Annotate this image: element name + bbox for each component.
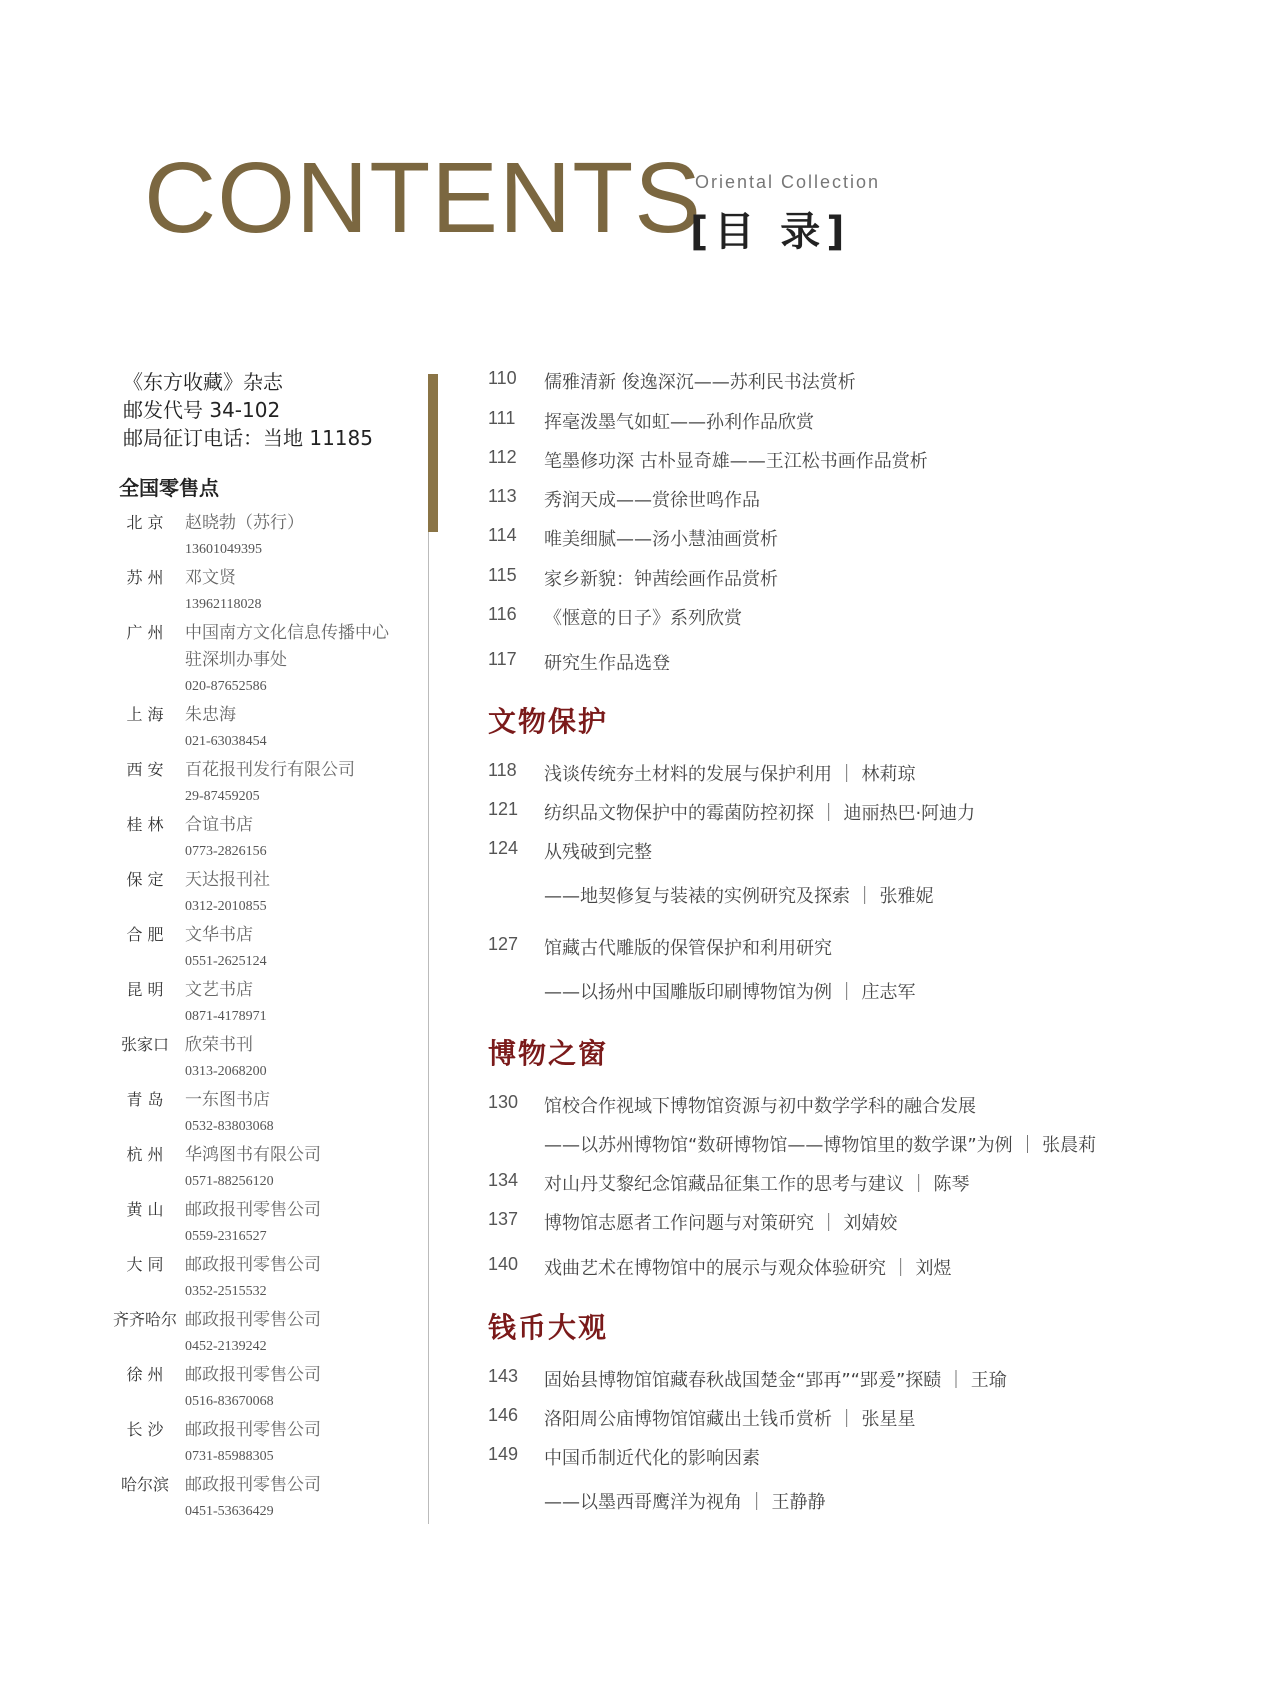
retail-entry	[105, 1141, 425, 1195]
retail-entry	[105, 564, 425, 618]
page-number: 111	[488, 408, 516, 428]
retail-shop-line2: 驻深圳办事处	[185, 650, 287, 669]
toc-entry	[488, 838, 652, 864]
toc-entry	[488, 604, 742, 630]
toc-entry	[488, 1209, 897, 1235]
retail-shop: 邮政报刊零售公司	[185, 1475, 321, 1494]
page-number: 112	[488, 447, 517, 467]
page-number: 127	[488, 934, 519, 954]
page-number: 115	[488, 565, 517, 585]
retail-city: 合 肥	[126, 925, 164, 944]
toc-entry	[488, 368, 856, 394]
retail-entry	[105, 976, 425, 1030]
article-title[interactable]: 唯美细腻——汤小慧油画赏析	[544, 529, 778, 550]
subscription-phone: 邮局征订电话：当地 11185	[123, 426, 373, 450]
retail-phone: 0871-4178971	[185, 1009, 267, 1024]
retail-city: 张家口	[120, 1035, 169, 1054]
retail-entry	[105, 756, 425, 810]
subtitle-english: Oriental Collection	[695, 172, 881, 192]
retail-details	[185, 1361, 321, 1415]
divider-accent-bar	[428, 374, 438, 532]
page-number: 130	[488, 1092, 519, 1112]
toc-entry	[488, 1405, 915, 1431]
retail-details	[185, 564, 261, 618]
retail-entry	[105, 866, 425, 920]
retail-city: 保 定	[126, 870, 164, 889]
retail-phone: 0313-2068200	[185, 1064, 267, 1079]
page-number: 134	[488, 1170, 519, 1190]
retail-details	[185, 1196, 321, 1250]
toc-entry	[488, 1092, 976, 1118]
article-title[interactable]: 戏曲艺术在博物馆中的展示与观众体验研究 ｜ 刘煜	[544, 1258, 952, 1279]
article-title[interactable]: 博物馆志愿者工作问题与对策研究 ｜ 刘婧姣	[544, 1213, 898, 1234]
article-title[interactable]: 秀润天成——赏徐世鸣作品	[544, 490, 760, 511]
retail-shop: 文艺书店	[185, 980, 253, 999]
retail-entry	[105, 1416, 425, 1470]
retail-shop: 赵晓勃（苏行）	[185, 513, 304, 532]
toc-entry	[488, 1170, 969, 1196]
article-title[interactable]: 挥毫泼墨气如虹——孙利作品欣赏	[544, 412, 814, 433]
retail-phone: 13962118028	[185, 597, 262, 612]
retail-city: 哈尔滨	[120, 1475, 169, 1494]
retail-phone: 0731-85988305	[185, 1449, 274, 1464]
retail-entry	[105, 619, 425, 700]
retail-entry	[105, 811, 425, 865]
retail-city: 青 岛	[126, 1090, 164, 1109]
article-subtitle: ——以墨西哥鹰洋为视角 ｜ 王静静	[544, 1492, 826, 1513]
retail-shop: 中国南方文化信息传播中心	[185, 623, 389, 642]
retail-phone: 0516-83670068	[185, 1394, 274, 1409]
retail-details	[185, 1306, 321, 1360]
retail-details	[185, 1086, 274, 1140]
retail-city: 齐齐哈尔	[112, 1310, 177, 1329]
retail-city: 广 州	[126, 623, 164, 642]
retail-city: 黄 山	[126, 1200, 164, 1219]
retail-phone: 13601049395	[185, 542, 262, 557]
retail-entry	[105, 1306, 425, 1360]
retail-phone: 0559-2316527	[185, 1229, 267, 1244]
article-title[interactable]: 浅谈传统夯土材料的发展与保护利用 ｜ 林莉琼	[544, 764, 916, 785]
retail-city: 大 同	[126, 1255, 164, 1274]
retail-details	[185, 619, 389, 700]
article-title[interactable]: 馆校合作视域下博物馆资源与初中数学学科的融合发展	[544, 1096, 976, 1117]
retail-details	[185, 509, 304, 563]
contents-heading: CONTENTS	[144, 142, 702, 254]
retail-entry	[105, 1361, 425, 1415]
page-number: 116	[488, 604, 517, 624]
retail-details	[185, 921, 267, 975]
page-number: 124	[488, 838, 519, 858]
retail-details	[185, 756, 355, 810]
page-number: 117	[488, 649, 517, 669]
subtitle-chinese: [目 录]	[690, 209, 851, 255]
retail-entry	[105, 701, 425, 755]
retail-shop: 华鸿图书有限公司	[185, 1145, 321, 1164]
article-subtitle: ——以苏州博物馆“数研博物馆——博物馆里的数学课”为例 ｜ 张晨莉	[544, 1135, 1097, 1156]
retail-city: 长 沙	[126, 1420, 164, 1439]
retail-list	[105, 509, 425, 1525]
retail-shop: 朱忠海	[185, 705, 236, 724]
retail-shop: 邮政报刊零售公司	[185, 1255, 321, 1274]
retail-phone: 29-87459205	[185, 789, 260, 804]
article-title[interactable]: 洛阳周公庙博物馆馆藏出土钱币赏析 ｜ 张星星	[544, 1409, 916, 1430]
page-number: 137	[488, 1209, 519, 1229]
retail-shop: 邓文贤	[185, 568, 236, 587]
toc-entry	[488, 408, 814, 434]
retail-city: 杭 州	[126, 1145, 164, 1164]
toc-entry	[488, 649, 670, 675]
retail-details	[185, 1141, 321, 1195]
toc-entry	[488, 760, 915, 786]
section-title-museum-window: 博物之窗	[488, 1037, 609, 1070]
retail-phone: 0551-2625124	[185, 954, 267, 969]
retail-phone: 021-63038454	[185, 734, 267, 749]
retail-shop: 百花报刊发行有限公司	[185, 760, 355, 779]
toc-entry	[488, 486, 760, 512]
retail-phone: 0352-2515532	[185, 1284, 267, 1299]
divider-line	[428, 532, 429, 1524]
page-number: 118	[488, 760, 517, 780]
page-number: 121	[488, 799, 519, 819]
retail-shop: 邮政报刊零售公司	[185, 1365, 321, 1384]
retail-city: 苏 州	[126, 568, 164, 587]
page-number: 143	[488, 1366, 519, 1386]
retail-city: 北 京	[126, 513, 164, 532]
retail-shop: 一东图书店	[185, 1090, 270, 1109]
article-title[interactable]: 固始县博物馆馆藏春秋战国楚金“郢再”“郢爰”探赜 ｜ 王瑜	[544, 1370, 1007, 1391]
retail-phone: 0452-2139242	[185, 1339, 267, 1354]
retail-entry	[105, 1196, 425, 1250]
article-title[interactable]: 从残破到完整	[544, 842, 652, 863]
retail-phone: 0773-2826156	[185, 844, 267, 859]
retail-details	[185, 1416, 321, 1470]
retail-entry	[105, 1031, 425, 1085]
retail-phone: 0532-83803068	[185, 1119, 274, 1134]
retail-details	[185, 1031, 267, 1085]
page-number: 146	[488, 1405, 519, 1425]
article-title[interactable]: 《惬意的日子》系列欣赏	[544, 608, 742, 629]
article-title[interactable]: 对山丹艾黎纪念馆藏品征集工作的思考与建议 ｜ 陈琴	[544, 1174, 970, 1195]
retail-details	[185, 1251, 321, 1305]
magazine-name: 《东方收藏》杂志	[123, 370, 283, 394]
retail-phone: 0451-53636429	[185, 1504, 274, 1519]
article-title[interactable]: 馆藏古代雕版的保管保护和利用研究	[544, 938, 832, 959]
page-number: 149	[488, 1444, 519, 1464]
retail-phone: 0571-88256120	[185, 1174, 274, 1189]
article-title[interactable]: 家乡新貌：钟茜绘画作品赏析	[544, 569, 778, 590]
retail-shop: 邮政报刊零售公司	[185, 1200, 321, 1219]
article-title[interactable]: 笔墨修功深 古朴显奇雄——王江松书画作品赏析	[544, 451, 928, 472]
retail-details	[185, 811, 267, 865]
article-title[interactable]: 研究生作品选登	[544, 653, 670, 674]
sidebar-info	[105, 368, 425, 1526]
toc-entry	[488, 934, 832, 960]
toc-entry	[488, 447, 928, 473]
retail-phone: 020-87652586	[185, 679, 267, 694]
article-title[interactable]: 儒雅清新 俊逸深沉——苏利民书法赏析	[544, 372, 856, 393]
postal-code: 邮发代号 34-102	[123, 398, 281, 422]
article-subtitle: ——以扬州中国雕版印刷博物馆为例 ｜ 庄志军	[544, 982, 916, 1003]
page-header	[0, 0, 1280, 300]
toc-entry	[488, 565, 778, 591]
retail-details	[185, 701, 267, 755]
retail-title: 全国零售点	[119, 476, 219, 500]
section-title-coins: 钱币大观	[488, 1311, 609, 1344]
article-title[interactable]: 纺织品文物保护中的霉菌防控初探 ｜ 迪丽热巴·阿迪力	[544, 803, 976, 824]
retail-city: 西 安	[126, 760, 164, 779]
toc-entry	[488, 525, 778, 551]
retail-details	[185, 1471, 321, 1525]
retail-city: 上 海	[126, 705, 164, 724]
retail-shop: 邮政报刊零售公司	[185, 1310, 321, 1329]
article-title[interactable]: 中国币制近代化的影响因素	[544, 1448, 760, 1469]
page-number: 113	[488, 486, 517, 506]
retail-entry	[105, 921, 425, 975]
retail-shop: 欣荣书刊	[185, 1035, 253, 1054]
retail-city: 昆 明	[126, 980, 164, 999]
retail-entry	[105, 1086, 425, 1140]
toc-entry	[488, 1254, 951, 1280]
page-number: 114	[488, 525, 517, 545]
retail-shop: 合谊书店	[185, 815, 253, 834]
retail-details	[185, 976, 267, 1030]
retail-shop: 邮政报刊零售公司	[185, 1420, 321, 1439]
toc-entry	[488, 799, 975, 825]
section-title-cultural-relics: 文物保护	[488, 705, 609, 738]
retail-shop: 天达报刊社	[185, 870, 270, 889]
toc-entry	[488, 1444, 760, 1470]
retail-city: 徐 州	[126, 1365, 164, 1384]
retail-city: 桂 林	[126, 815, 164, 834]
retail-shop: 文华书店	[185, 925, 253, 944]
retail-entry	[105, 1471, 425, 1525]
toc-entry	[488, 1366, 1007, 1392]
retail-entry	[105, 1251, 425, 1305]
retail-details	[185, 866, 270, 920]
article-subtitle: ——地契修复与装裱的实例研究及探索 ｜ 张雅妮	[544, 886, 934, 907]
retail-entry	[105, 509, 425, 563]
retail-phone: 0312-2010855	[185, 899, 267, 914]
page-number: 140	[488, 1254, 519, 1274]
page-number: 110	[488, 368, 517, 388]
